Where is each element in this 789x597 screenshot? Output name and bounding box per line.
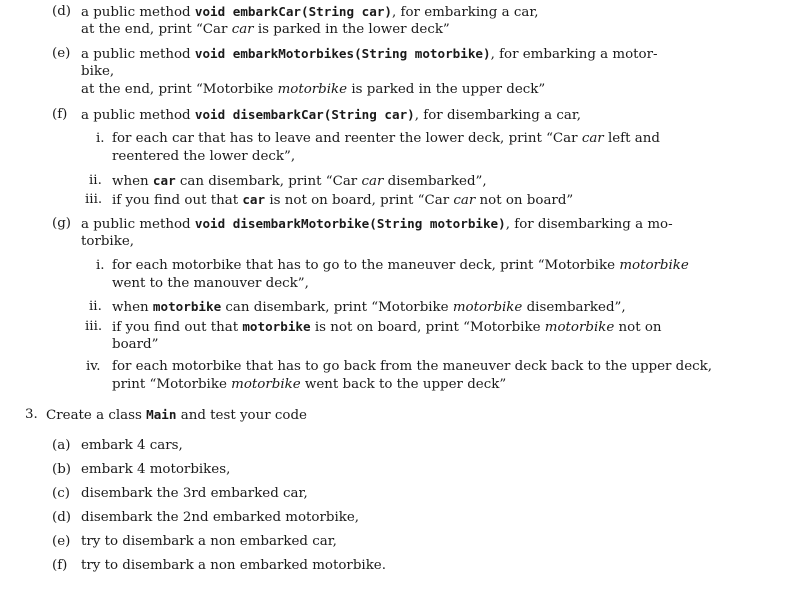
step-f-text: try to disembark a non embarked motorbike.: [81, 558, 386, 573]
item-g-i-label: i.: [96, 258, 105, 273]
step-c-text: disembark the 3rd embarked car,: [81, 486, 308, 501]
item-g-line1: a public method void disembarkMotorbike(String motorbike), for disembarking a mo-: [81, 216, 673, 232]
item-f-ii-line: when car can disembark, print “Car car disembarked”,: [112, 173, 487, 189]
item-g-iv-line1: for each motorbike that has to go back from the maneuver deck back to the upper deck,: [112, 359, 713, 374]
item-g-ii-line: when motorbike can disembark, print “Motorbike motorbike disembarked”,: [112, 299, 626, 315]
item-f-iii-label: iii.: [85, 192, 103, 207]
item-e-line2: bike,: [81, 64, 115, 79]
step-a-text: embark 4 cars,: [81, 438, 183, 453]
step-d-text: disembark the 2nd embarked motorbike,: [81, 510, 360, 525]
item-e-line3: at the end, print “Motorbike motorbike is parked in the upper deck”: [81, 82, 546, 97]
step-e-text: try to disembark a non embarked car,: [81, 534, 337, 549]
code-main: Main: [146, 407, 177, 422]
item-e-line1: a public method void embarkMotorbikes(String motorbike), for embarking a motor-: [81, 46, 658, 62]
item-f-iii-line: if you find out that car is not on board, print “Car car not on board”: [112, 192, 574, 208]
item-g-iii-line2: board”: [112, 337, 159, 352]
step-e-label: (e): [52, 534, 71, 549]
step-c-label: (c): [52, 486, 70, 501]
item-d-label: (d): [52, 4, 72, 19]
section-3-label: 3.: [25, 407, 38, 422]
item-f-ii-label: ii.: [89, 173, 102, 188]
section-3-heading: Create a class Main and test your code: [46, 407, 307, 423]
step-d-label: (d): [52, 510, 72, 525]
item-d-line1: a public method void embarkCar(String car), for embarking a car,: [81, 4, 539, 20]
item-g-iv-line2: print “Motorbike motorbike went back to the upper deck”: [112, 377, 507, 392]
item-g-ii-label: ii.: [89, 299, 102, 314]
item-g-iii-label: iii.: [85, 319, 103, 334]
step-f-label: (f): [52, 558, 68, 573]
item-g-line2: torbike,: [81, 234, 134, 249]
item-f-i-line2: reentered the lower deck”,: [112, 149, 296, 164]
item-g-i-line1: for each motorbike that has to go to the maneuver deck, print “Motorbike motorbike: [112, 258, 689, 273]
item-g-iii-line1: if you find out that motorbike is not on board, print “Motorbike motorbike not on: [112, 319, 662, 335]
item-f-i-label: i.: [96, 131, 105, 146]
item-g-label: (g): [52, 216, 72, 231]
item-f-i-line1: for each car that has to leave and reenter the lower deck, print “Car car left and: [112, 131, 660, 146]
step-b-text: embark 4 motorbikes,: [81, 462, 231, 477]
step-b-label: (b): [52, 462, 72, 477]
item-f-line1: a public method void disembarkCar(String car), for disembarking a car,: [81, 107, 582, 123]
item-d-line2: at the end, print “Car car is parked in the lower deck”: [81, 22, 450, 37]
code-embarkmotorbikes: void embarkMotorbikes(String motorbike): [194, 46, 491, 61]
item-f-label: (f): [52, 107, 68, 122]
item-g-iv-label: iv.: [86, 359, 101, 374]
step-a-label: (a): [52, 438, 71, 453]
item-e-label: (e): [52, 46, 71, 61]
code-disembarkcar: void disembarkCar(String car): [194, 107, 415, 122]
item-g-i-line2: went to the manouver deck”,: [112, 276, 309, 291]
code-embarkcar: void embarkCar(String car): [194, 4, 392, 19]
code-disembarkmotorbike: void disembarkMotorbike(String motorbike): [194, 216, 506, 231]
